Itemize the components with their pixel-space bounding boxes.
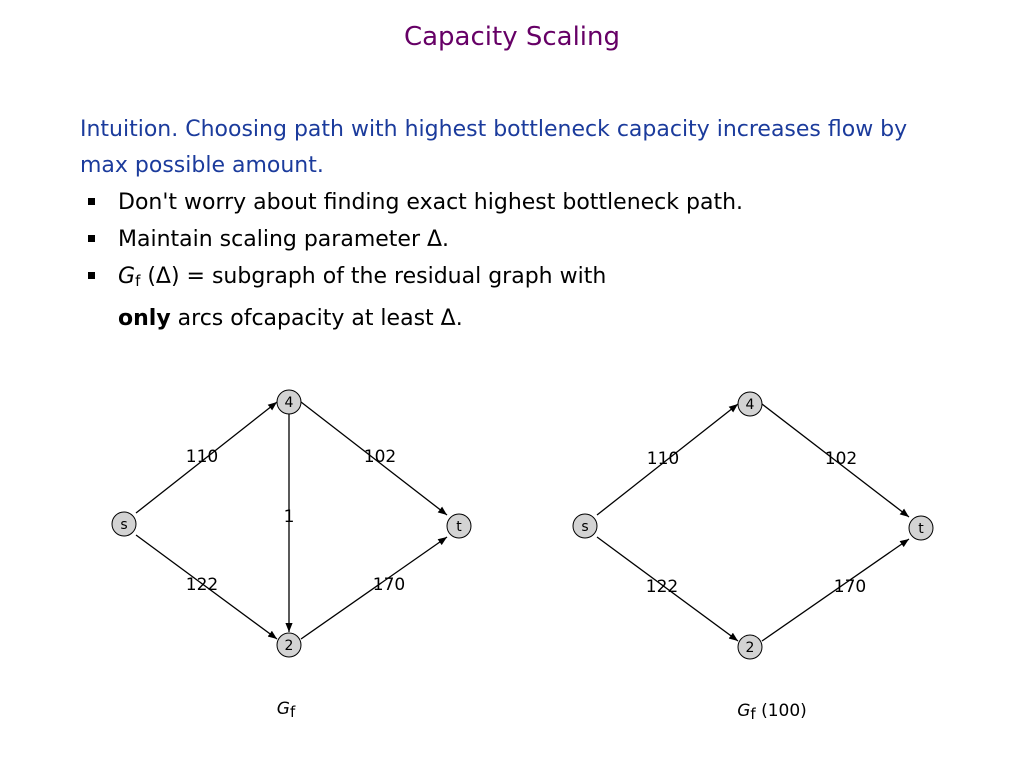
edge-label-4-t: 102	[824, 449, 858, 469]
caption-symbol: G	[276, 699, 290, 719]
bullet-text: arcs ofcapacity at least Δ.	[170, 306, 463, 331]
node-label: 4	[745, 397, 755, 413]
edge-label-2-t: 170	[833, 577, 867, 597]
caption-symbol: G	[737, 701, 751, 721]
edge-label-s-4: 110	[185, 447, 219, 467]
bullet-subscript: f	[135, 272, 141, 290]
bullet-text: (Δ) = subgraph of the residual graph with	[140, 264, 607, 289]
node-s	[573, 514, 597, 538]
node-2	[738, 635, 762, 659]
bullet-bold-word: only	[118, 306, 171, 331]
node-s	[112, 512, 136, 536]
caption-subscript: f	[289, 703, 296, 721]
node-label: 2	[284, 638, 294, 654]
edge-label-2-t: 170	[372, 575, 406, 595]
graph-gf-100	[573, 392, 933, 659]
graph-caption-gf-100	[692, 701, 852, 723]
node-2	[277, 633, 301, 657]
slide-title: Capacity Scaling	[403, 22, 621, 52]
caption-rest: (100)	[755, 701, 807, 721]
edge-label-s-4: 110	[646, 449, 680, 469]
node-label: s	[120, 517, 128, 533]
node-t	[447, 514, 471, 538]
node-4	[738, 392, 762, 416]
node-4	[277, 390, 301, 414]
node-t	[909, 516, 933, 540]
bullet-text: Don't worry about finding exact highest bottleneck path.	[118, 190, 744, 215]
caption-subscript: f	[750, 705, 756, 723]
node-label: 2	[745, 640, 755, 656]
edge-label-s-2: 122	[645, 577, 679, 597]
intro-text: Intuition. Choosing path with highest bottleneck capacity increases flow by max possible amount.	[80, 117, 908, 178]
edge-label-4-2: 1	[283, 507, 295, 527]
edge-label-s-2: 122	[185, 575, 219, 595]
edge-label-4-t: 102	[363, 447, 397, 467]
node-label: s	[581, 519, 589, 535]
node-label: t	[918, 521, 924, 537]
node-label: t	[456, 519, 462, 535]
bullet-text: Maintain scaling parameter Δ.	[118, 227, 450, 252]
node-label: 4	[284, 395, 294, 411]
graph-gf	[112, 390, 471, 657]
bullet-symbol: G	[118, 264, 136, 289]
graph-caption-gf	[206, 699, 366, 721]
